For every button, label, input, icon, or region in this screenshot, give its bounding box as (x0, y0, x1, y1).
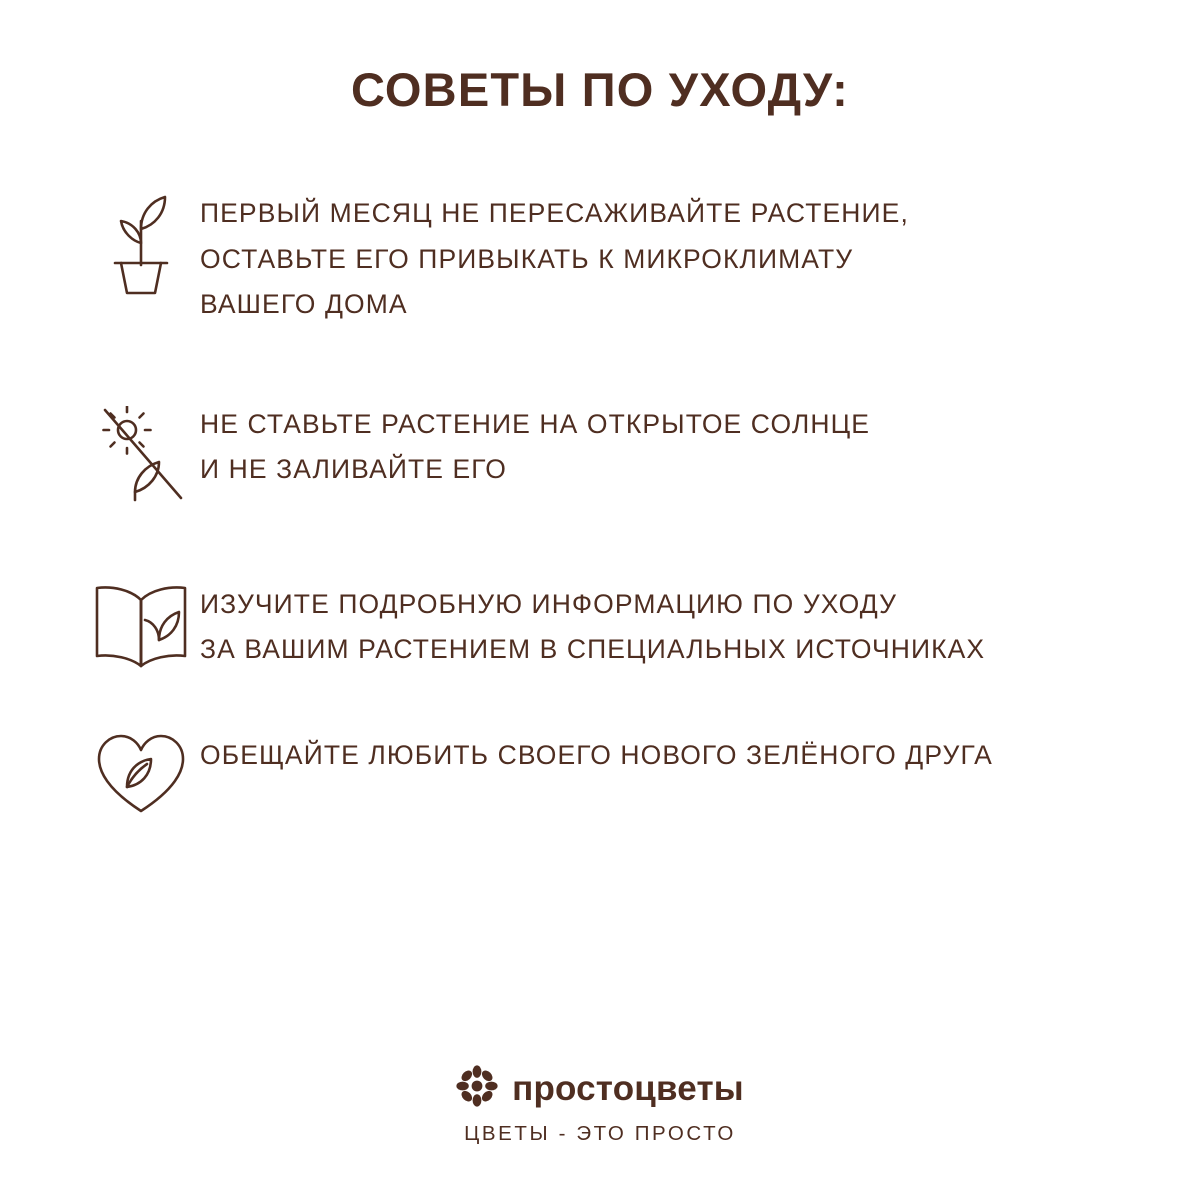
tips-list (0, 189, 1200, 817)
tip-line: ОБЕЩАЙТЕ ЛЮБИТЬ СВОЕГО НОВОГО ЗЕЛЁНОГО ДРУГА (200, 739, 993, 770)
list-item (82, 731, 1140, 817)
list-item (82, 580, 1140, 673)
brand-name: простоцветы (512, 1068, 744, 1108)
tip-line: ИЗУЧИТЕ ПОДРОБНУЮ ИНФОРМАЦИЮ ПО УХОДУ (200, 588, 898, 619)
list-item (82, 189, 1140, 328)
page-title: СОВЕТЫ ПО УХОДУ: (350, 63, 850, 116)
list-item-text (200, 580, 985, 673)
tip-line: ВАШЕГО ДОМА (200, 289, 408, 320)
tip-line: ПЕРВЫЙ МЕСЯЦ НЕ ПЕРЕСАЖИВАЙТЕ РАСТЕНИЕ, (200, 198, 909, 228)
no-direct-sun-icon (82, 400, 200, 502)
list-item-text (200, 400, 870, 493)
tip-line: ОСТАВЬТЕ ЕГО ПРИВЫКАТЬ К МИКРОКЛИМАТУ (200, 243, 854, 274)
open-book-icon (82, 580, 200, 672)
brand-tagline: ЦВЕТЫ - ЭТО ПРОСТО (464, 1122, 736, 1145)
heart-leaf-icon (82, 731, 200, 817)
list-item-text (200, 189, 909, 328)
tip-line: ЗА ВАШИМ РАСТЕНИЕМ В СПЕЦИАЛЬНЫХ ИСТОЧНИКАХ (200, 634, 986, 665)
tip-line: НЕ СТАВЬТЕ РАСТЕНИЕ НА ОТКРЫТОЕ СОЛНЦЕ (200, 408, 871, 439)
list-item (82, 400, 1140, 502)
footer (0, 1065, 1200, 1146)
flower-logo-icon (456, 1065, 498, 1112)
list-item-text (200, 731, 993, 779)
tip-line: И НЕ ЗАЛИВАЙТЕ ЕГО (200, 454, 507, 485)
brand-logo (0, 1065, 1200, 1112)
potted-plant-icon (82, 189, 200, 297)
